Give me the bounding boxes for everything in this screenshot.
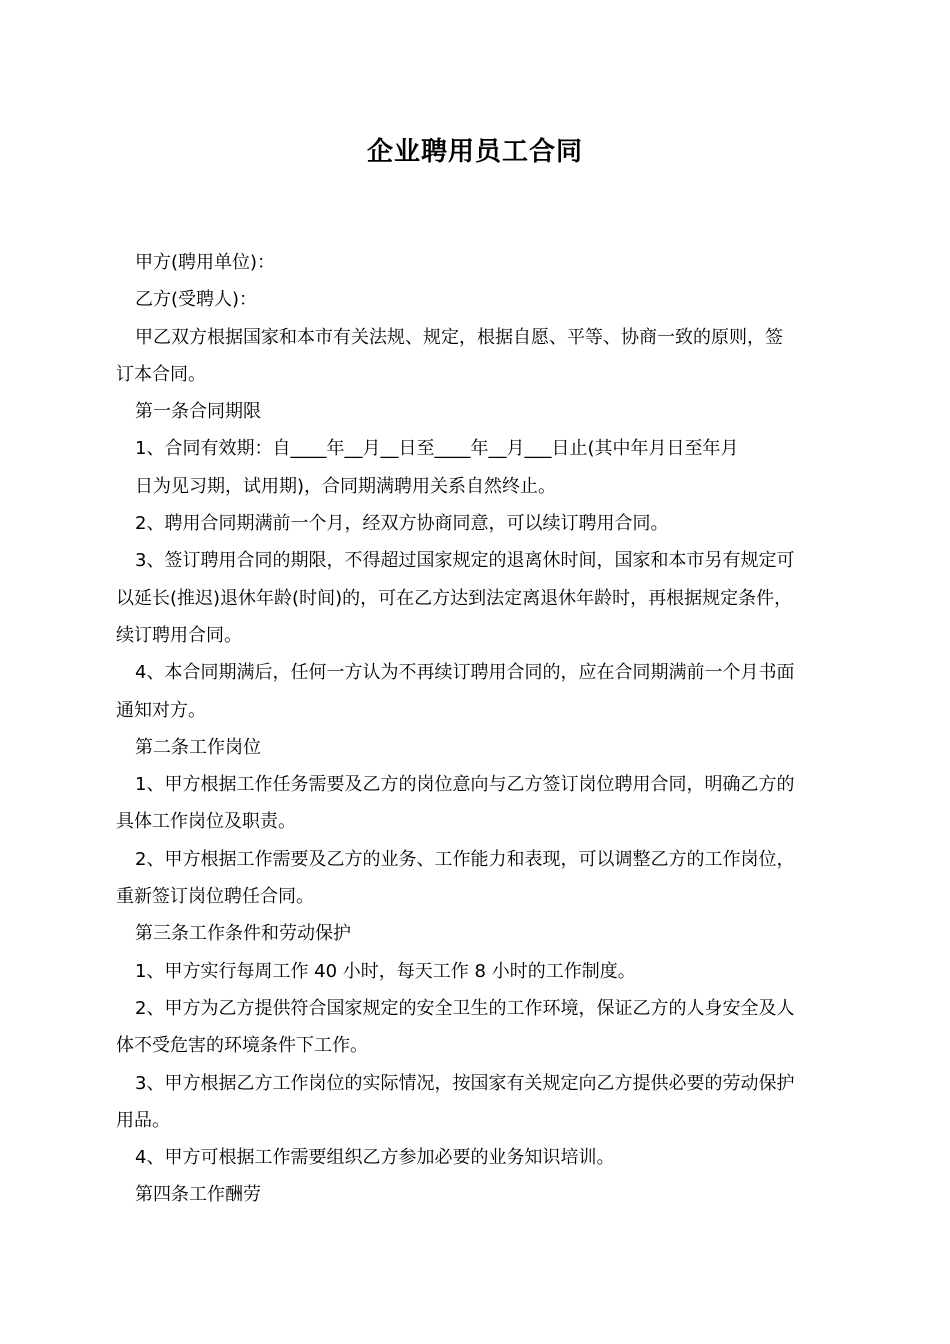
body-line: 体不受危害的环境条件下工作。: [116, 1035, 368, 1057]
body-line: 第四条工作酬劳: [135, 1184, 261, 1206]
body-line: 1、合同有效期：自____年__月__日至____年__月___日止(其中年月日至年月: [135, 438, 739, 460]
body-line: 第三条工作条件和劳动保护: [135, 923, 351, 945]
body-line: 乙方(受聘人)：: [135, 289, 258, 311]
body-line: 3、签订聘用合同的期限，不得超过国家规定的退离休时间，国家和本市另有规定可: [135, 550, 795, 572]
body-line: 3、甲方根据乙方工作岗位的实际情况，按国家有关规定向乙方提供必要的劳动保护: [135, 1072, 795, 1094]
body-line: 甲乙双方根据国家和本市有关法规、规定，根据自愿、平等、协商一致的原则，签: [135, 326, 783, 348]
body-line: 具体工作岗位及职责。: [116, 811, 296, 833]
body-line: 1、甲方实行每周工作 40 小时，每天工作 8 小时的工作制度。: [135, 960, 636, 982]
body-line: 4、本合同期满后，任何一方认为不再续订聘用合同的，应在合同期满前一个月书面: [135, 662, 795, 684]
body-line: 2、甲方根据工作需要及乙方的业务、工作能力和表现，可以调整乙方的工作岗位，: [135, 848, 795, 870]
body-line: 重新签订岗位聘任合同。: [116, 886, 314, 908]
body-line: 第二条工作岗位: [135, 736, 261, 758]
body-line: 订本合同。: [116, 363, 206, 385]
body-line: 续订聘用合同。: [116, 624, 242, 646]
body-line: 2、聘用合同期满前一个月，经双方协商同意，可以续订聘用合同。: [135, 513, 669, 535]
body-line: 1、甲方根据工作任务需要及乙方的岗位意向与乙方签订岗位聘用合同，明确乙方的: [135, 774, 795, 796]
body-line: 以延长(推迟)退休年龄(时间)的，可在乙方达到法定离退休年龄时，再根据规定条件，: [116, 587, 793, 609]
document-body: [116, 244, 836, 1214]
body-line: 4、甲方可根据工作需要组织乙方参加必要的业务知识培训。: [135, 1147, 615, 1169]
document-title: 企业聘用员工合同: [366, 137, 583, 167]
body-line: 第一条合同期限: [135, 401, 261, 423]
body-line: 用品。: [116, 1109, 170, 1131]
body-line: 2、甲方为乙方提供符合国家规定的安全卫生的工作环境，保证乙方的人身安全及人: [135, 997, 795, 1019]
body-line: 日为见习期，试用期)，合同期满聘用关系自然终止。: [135, 475, 557, 497]
body-line: 通知对方。: [116, 699, 206, 721]
body-line: 甲方(聘用单位)：: [135, 252, 276, 273]
